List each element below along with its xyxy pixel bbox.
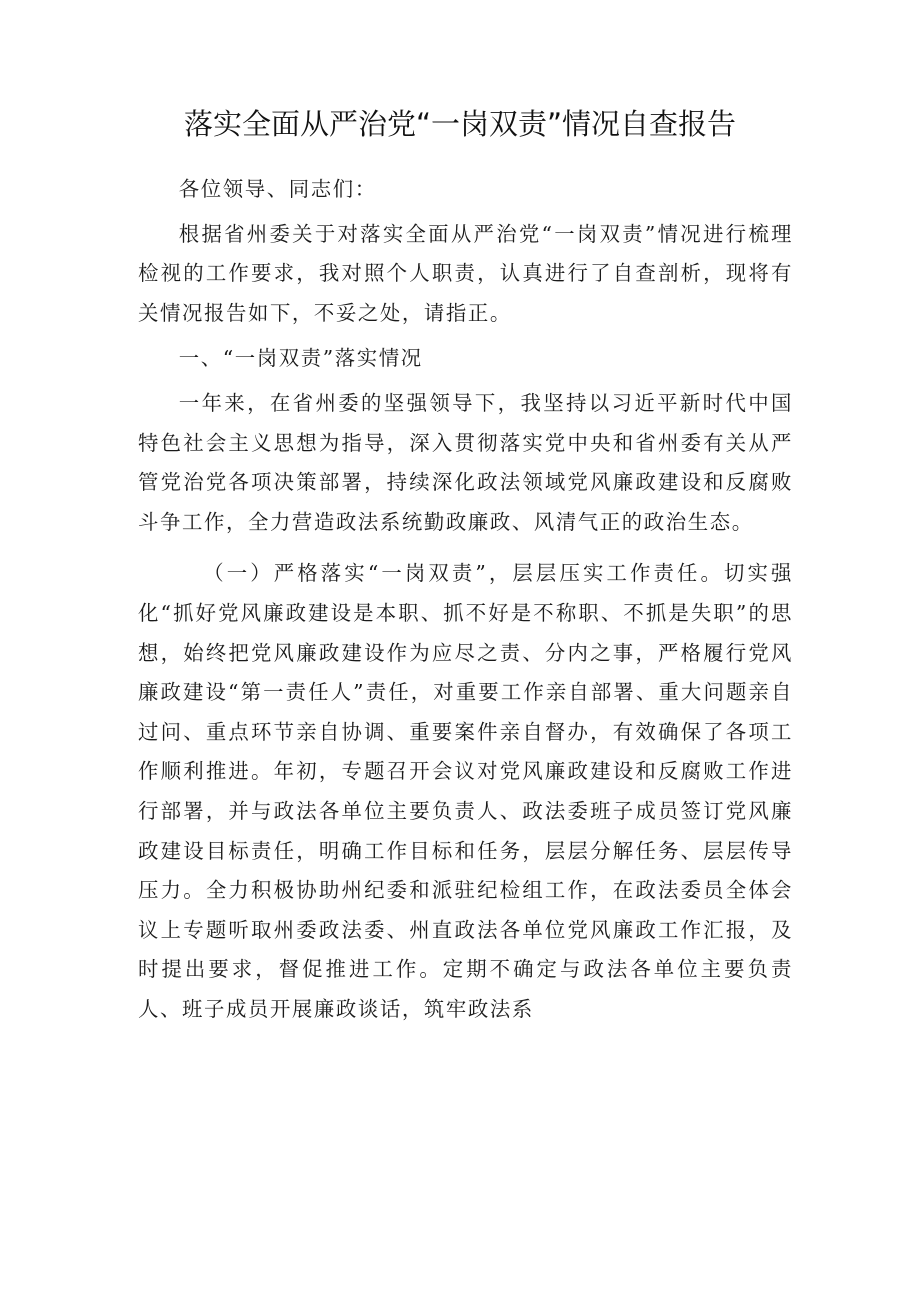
section-heading: 一、“一岗双责”落实情况 bbox=[178, 346, 423, 371]
intro-paragraph: 根据省州委关于对落实全面从严治党“一岗双责”情况进行梳理检视的工作要求，我对照个人职责，认真进行了自查剖析，现将有关情况报告如下，不妥之处，请指正。 bbox=[138, 221, 793, 325]
document-title: 落实全面从严治党“一岗双责”情况自查报告 bbox=[183, 107, 737, 141]
greeting: 各位领导、同志们： bbox=[178, 177, 377, 201]
subsection-paragraph: （一）严格落实“一岗双责”，层层压实工作责任。切实强化“抓好党风廉政建设是本职、抓不好是不称职、不抓是失职”的思想，始终把党风廉政建设作为应尽之责、分内之事，严格履行党风廉政建设“第一责任人”责任，对重要工作亲自部署、重大问题亲自过问、重点环节亲自协调、重要案件亲自督办，有效确保了各项工作顺利推进。年初，专题召开会议对党风廉政建设和反腐败工作进行部署，并与政法各单位主要负责人、政法委班子成员签订党风廉政建设目标责任，明确工作目标和任务，层层分解任务、层层传导压力。全力积极协助州纪委和派驻纪检组工作，在政法委员全体会议上专题听取州委政法委、州直政法各单位党风廉政工作汇报，及时提出要求，督促推进工作。定期不确定与政法各单位主要负责人、班子成员开展廉政谈话，筑牢政法系 bbox=[138, 561, 793, 1021]
section-paragraph: 一年来，在省州委的坚强领导下，我坚持以习近平新时代中国特色社会主义思想为指导，深入贯彻落实党中央和省州委有关从严管党治党各项决策部署，持续深化政法领域党风廉政建设和反腐败斗争工作，全力营造政法系统勤政廉政、风清气正的政治生态。 bbox=[138, 390, 793, 534]
document-body bbox=[138, 170, 793, 1029]
